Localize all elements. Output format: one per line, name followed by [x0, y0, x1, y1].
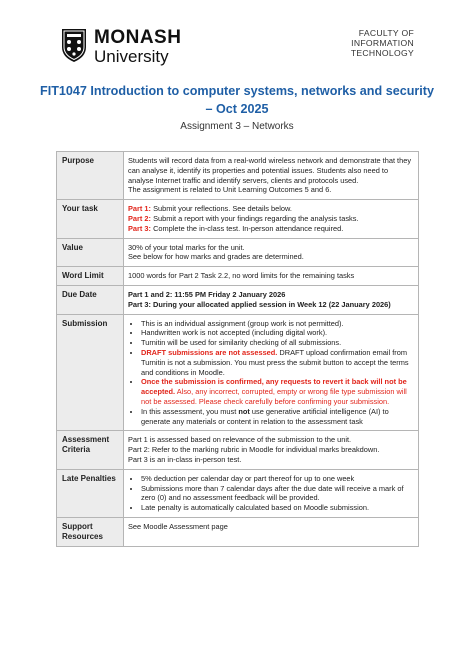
purpose-text: Students will record data from a real-world wireless network and demonstrate that they can analyse it, identify its properties and potential issues. Students also need to analyse Internet traffic and identify servers, clients and protocols used. [128, 156, 412, 185]
word-limit-label: Word Limit [57, 267, 124, 286]
ai-text: use generative artificial intelligence (AI) to generate any materials or content in relation to the assessment task [141, 406, 389, 426]
submission-value [124, 314, 419, 431]
list-item: • 5% deduction per calendar day or part thereof for up to one week [141, 474, 414, 484]
table-row [57, 314, 419, 431]
draft-details: DRAFT upload confirmation email from Turnitin is not a submission. You must press the submit button to accept the terms and conditions in Moodle. [141, 347, 409, 377]
table-row [57, 517, 419, 546]
late-penalties-value [124, 469, 419, 517]
list-item [141, 348, 414, 377]
support-label: Support Resources [57, 517, 124, 546]
list-item: • Late penalty is automatically calculated based on Moodle submission. [141, 503, 414, 513]
table-row [57, 285, 419, 314]
due-date-label: Due Date [57, 285, 124, 314]
ai-text: In this assessment, you must [141, 406, 239, 416]
late-penalties-label: Late Penalties [57, 469, 124, 517]
table-row [57, 267, 419, 286]
list-item: • Submissions more than 7 calendar days after the due date will receive a mark of zero (0) and no assessment feedback will be provided. [141, 484, 414, 504]
purpose-value [124, 152, 419, 200]
value-value [124, 238, 419, 267]
due-date-line: Part 3: During your allocated applied session in Week 12 (22 January 2026) [128, 299, 391, 309]
value-line: See below for how marks and grades are determined. [128, 252, 304, 262]
purpose-outcomes: The assignment is related to Unit Learning Outcomes 5 and 6. [128, 185, 332, 195]
draft-warning: DRAFT submissions are not assessed. [141, 347, 278, 357]
due-date-value [124, 285, 419, 314]
faculty-line: INFORMATION [351, 38, 414, 48]
support-value: See Moodle Assessment page [124, 517, 419, 546]
task-part1-text: Submit your reflections. See details below. [153, 204, 292, 214]
table-row [57, 238, 419, 267]
document-title: FIT1047 Introduction to computer systems, networks and security – Oct 2025 [40, 84, 434, 116]
revert-details: Also, any incorrect, corrupted, empty or wrong file type submission will not be assessed. Please check carefully before confirming your submission. [141, 387, 407, 406]
due-date-line: Part 1 and 2: 11:55 PM Friday 2 January 2026 [128, 289, 286, 299]
revert-warning: Once the submission is confirmed, any requests to revert it back will not be accepted. [141, 377, 407, 397]
table-row [57, 152, 419, 200]
criteria-line: Part 1 is assessed based on relevance of the submission to the unit. [128, 435, 352, 445]
task-part2-label: Part 2: [128, 213, 152, 223]
criteria-line: Part 3 is an in-class in-person test. [128, 454, 242, 464]
list-item: • Handwritten work is not accepted (including digital work). [141, 328, 414, 338]
task-part2-text: Submit a report with your findings regarding the analysis tasks. [153, 213, 359, 223]
criteria-line: Part 2: Refer to the marking rubric in Moodle for individual marks breakdown. [128, 445, 380, 455]
university-crest-icon [60, 27, 88, 63]
table-row [57, 200, 419, 238]
task-part3-text: Complete the in-class test. In-person attendance required. [153, 223, 344, 233]
ai-emphasis: not [238, 406, 250, 416]
word-limit-value: 1000 words for Part 2 Task 2.2, no word limits for the remaining tasks [124, 267, 419, 286]
criteria-value [124, 431, 419, 469]
purpose-label: Purpose [57, 152, 124, 200]
list-item: • Turnitin will be used for similarity checking of all submissions. [141, 338, 414, 348]
value-line: 30% of your total marks for the unit. [128, 242, 245, 252]
table-row [57, 469, 419, 517]
task-label: Your task [57, 200, 124, 238]
list-item [141, 377, 414, 406]
assignment-details-table [56, 151, 419, 547]
brand-name: MONASH [94, 27, 182, 48]
task-part1-label: Part 1: [128, 204, 152, 214]
list-item [141, 407, 414, 427]
late-penalties-list [128, 474, 414, 513]
faculty-line: TECHNOLOGY [350, 48, 414, 58]
document-subtitle: Assignment 3 – Networks [180, 121, 294, 132]
criteria-label: Assessment Criteria [57, 431, 124, 469]
task-value [124, 200, 419, 238]
submission-label: Submission [57, 314, 124, 431]
table-row [57, 431, 419, 469]
monash-logo [60, 27, 210, 71]
faculty-line: FACULTY OF [358, 28, 414, 38]
faculty-name [324, 28, 414, 58]
list-item: • This is an individual assignment (group work is not permitted). [141, 319, 414, 329]
task-part3-label: Part 3: [128, 223, 152, 233]
submission-list [128, 319, 414, 427]
value-label: Value [57, 238, 124, 267]
brand-subname: University [94, 47, 169, 66]
